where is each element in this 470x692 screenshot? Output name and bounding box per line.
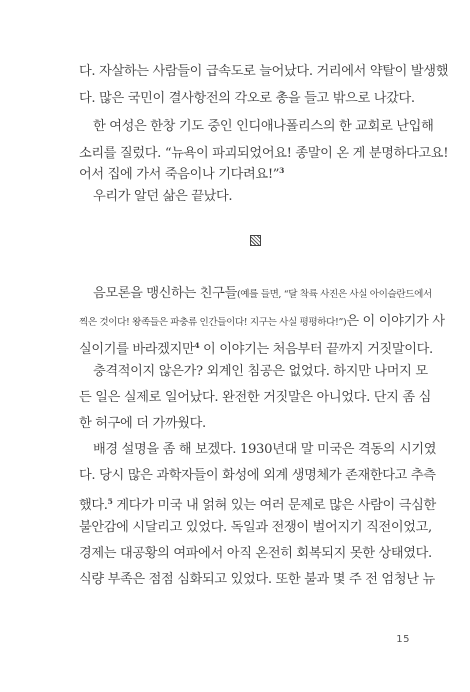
body-text-line: 한 허구에 더 가까웠다.	[79, 416, 206, 431]
body-text-line: 한 여성은 한창 기도 중인 인디애나폴리스의 한 교회로 난입해	[93, 119, 434, 134]
section-break-ornament	[250, 235, 261, 246]
body-text-line: 소리를 질렀다. “뉴욕이 파괴되었어요! 종말이 온 게 분명하다고요!	[79, 146, 449, 161]
body-text-line	[93, 284, 432, 305]
footnote-marker: 5	[107, 497, 113, 506]
body-text-line: 다. 많은 국민이 결사항전의 각오로 총을 들고 밖으로 나갔다.	[79, 91, 415, 106]
body-text: 음모론을 맹신하는 친구들	[93, 286, 237, 301]
aside-small-text: (예를 들면, “달 착륙 사진은 사실 아이슬란드에서	[236, 289, 432, 300]
body-text: 했다.	[79, 498, 108, 513]
body-text-line	[79, 492, 436, 516]
quote-text: 어서 집에 가서 죽음이나 기다려요!”	[79, 167, 280, 182]
body-text-line: 식량 부족은 점점 심화되고 있었다. 또한 불과 몇 주 전 엄청난 뉴	[79, 572, 435, 587]
body-text-line: 다. 당시 많은 과학자들이 화성에 외계 생명체가 존재한다고 추측	[79, 468, 436, 483]
body-text-line	[79, 312, 445, 333]
body-text: 은 이 이야기가 사	[346, 314, 445, 329]
body-text: 이 이야기는 처음부터 끝까지 거짓말이다.	[199, 342, 433, 357]
aside-small-text: 찍은 것이다! 왕족들은 파충류 인간들이다! 지구는 사실 평평하다!”)	[79, 317, 347, 328]
body-text-line: 든 일은 실제로 일어났다. 완전한 거짓말은 아니었다. 단지 좀 심	[79, 390, 431, 405]
body-text-line: 배경 설명을 좀 해 보겠다. 1930년대 말 미국은 격동의 시기였	[93, 442, 437, 457]
footnote-marker: 3	[279, 166, 285, 175]
body-text-line: 우리가 알던 삶은 끝났다.	[93, 189, 233, 204]
body-text: 게다가 미국 내 얽혀 있는 여러 문제로 많은 사람이 극심한	[112, 498, 436, 513]
body-text-line: 충격적이지 않은가? 외계인 침공은 없었다. 하지만 나머지 모	[93, 364, 428, 379]
body-text-line	[79, 336, 433, 360]
footnote-marker: 4	[194, 341, 200, 350]
body-text-line: 다. 자살하는 사람들이 급속도로 늘어났다. 거리에서 약탈이 발생했	[79, 64, 449, 79]
body-text-line: 불안감에 시달리고 있었다. 독일과 전쟁이 벌어지기 직전이었고,	[79, 520, 432, 535]
body-text-line: 경제는 대공황의 여파에서 아직 온전히 회복되지 못한 상태였다.	[79, 546, 432, 561]
body-text-line	[79, 161, 413, 185]
body-text: 실이기를 바라겠지만	[79, 342, 195, 357]
page-number: 15	[396, 634, 410, 645]
